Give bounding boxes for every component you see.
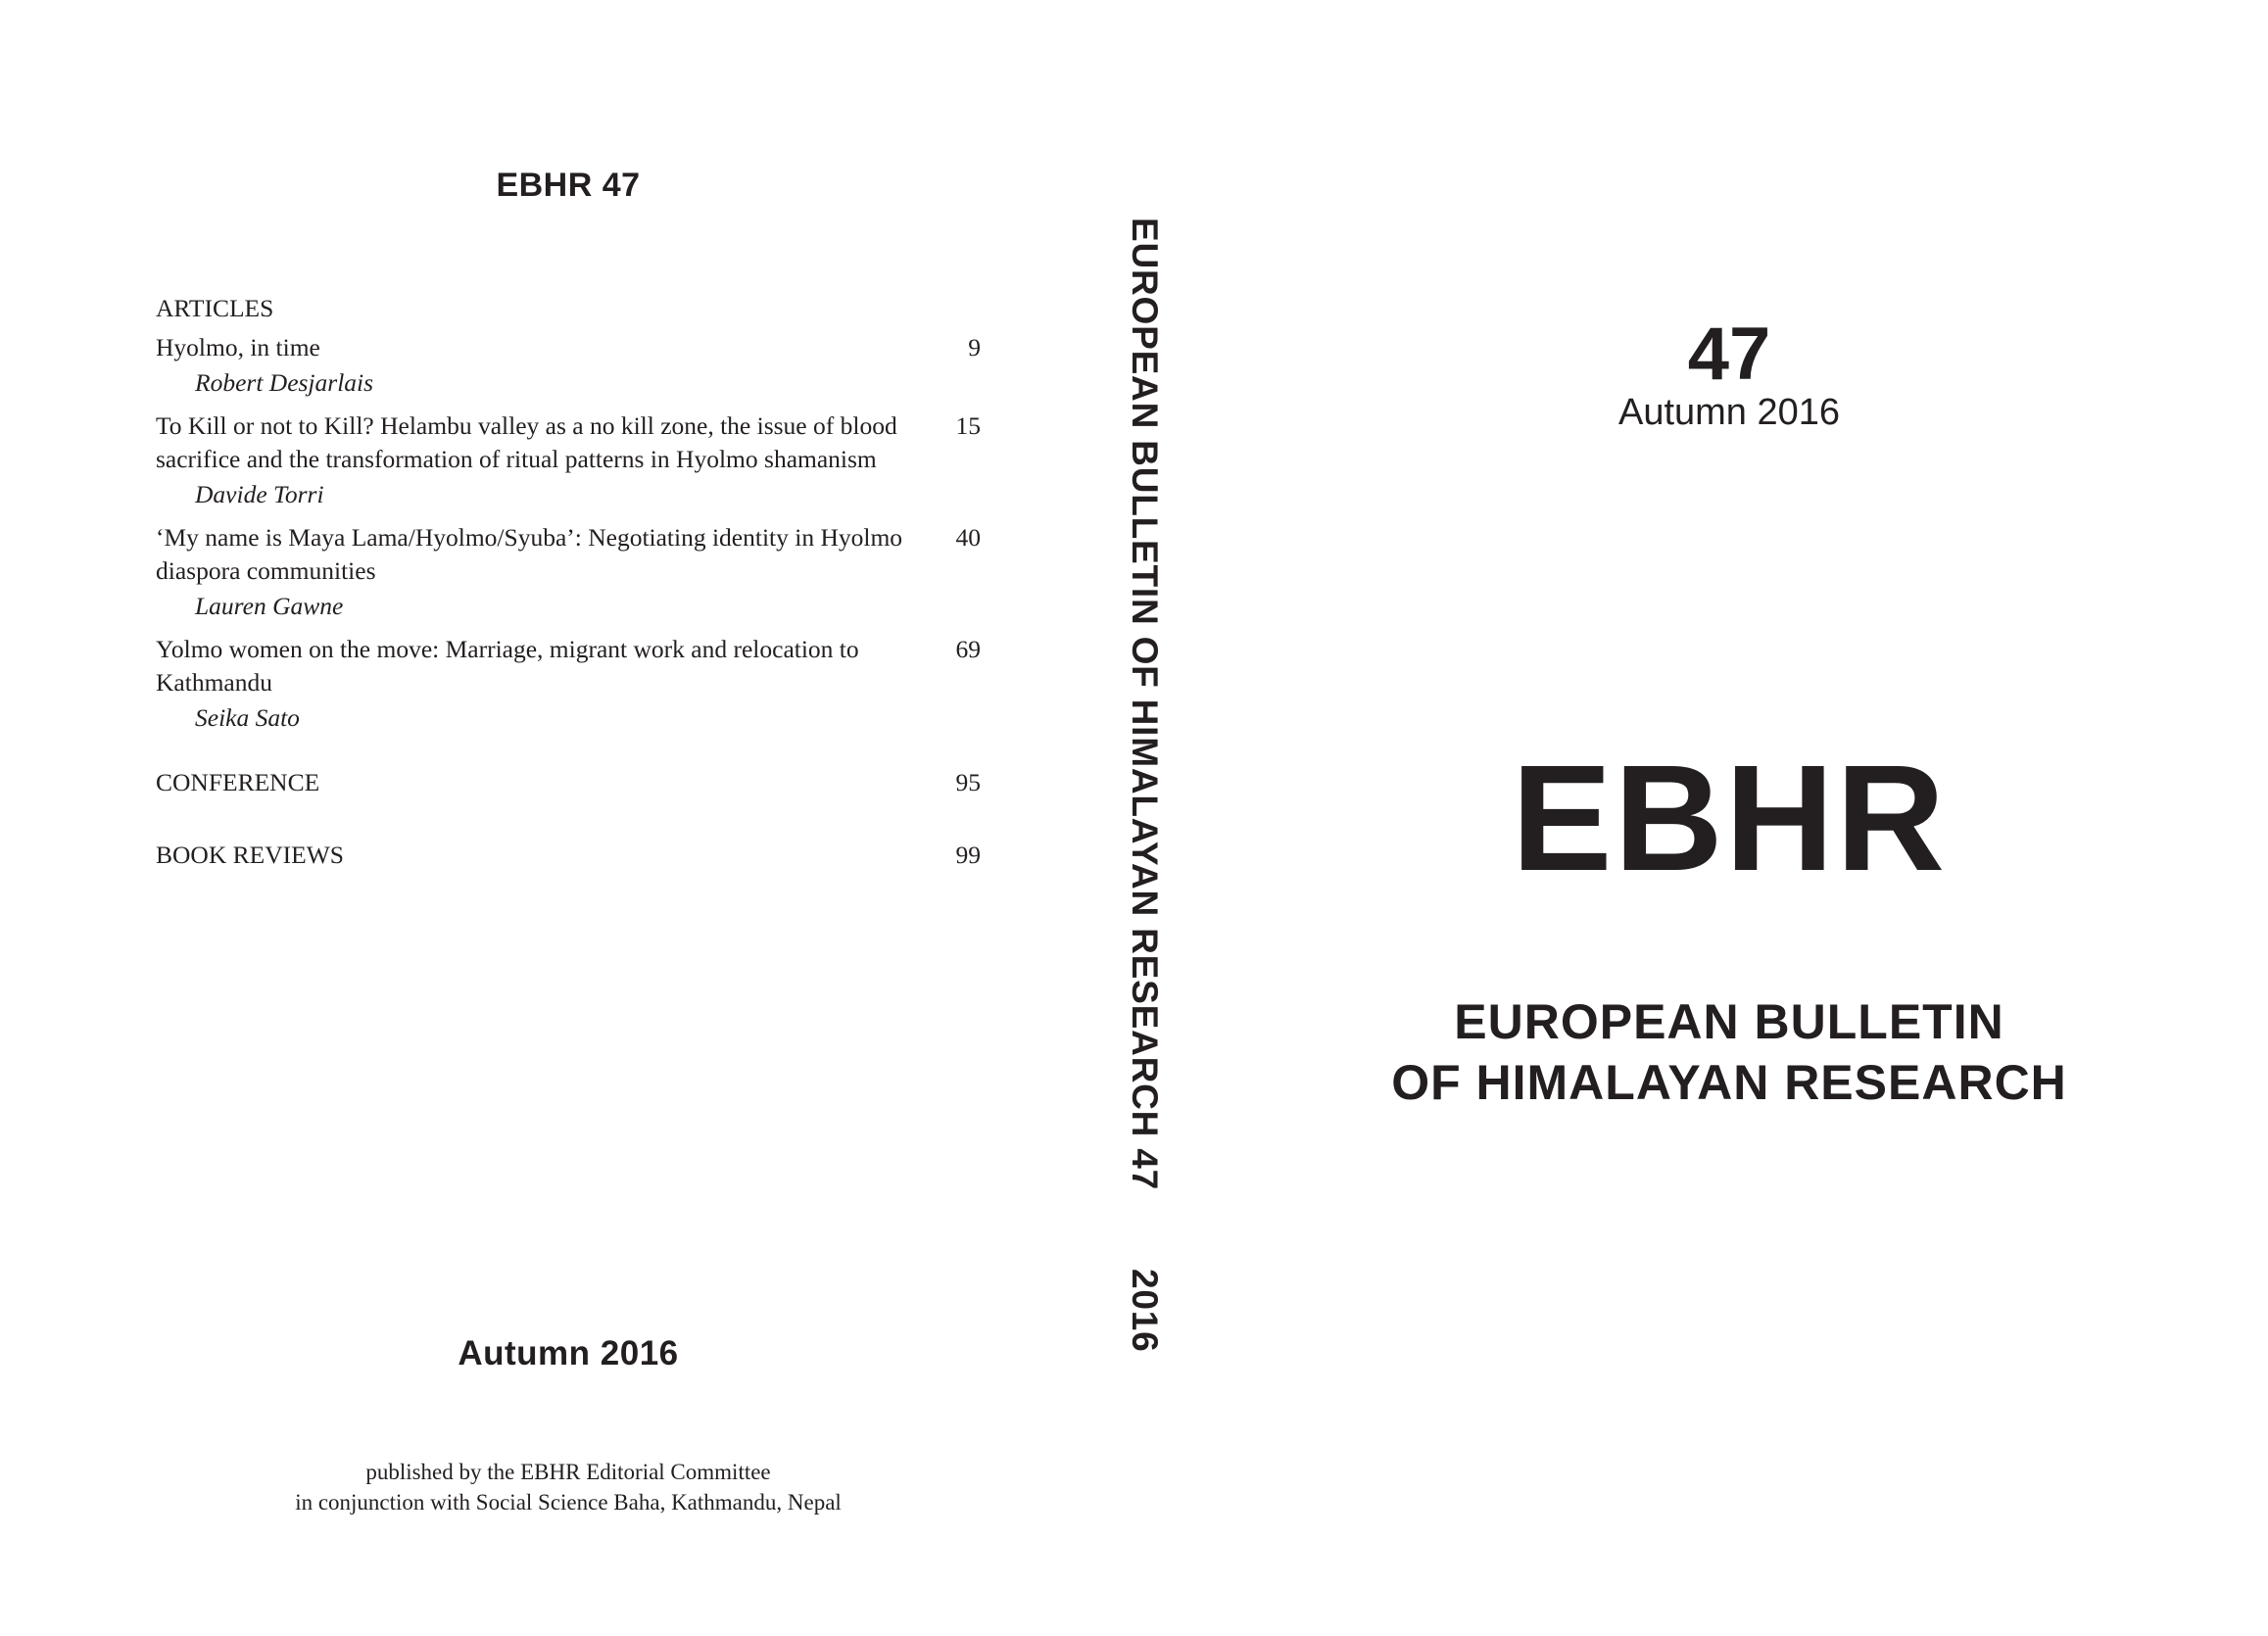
article-page-number: 15 (955, 411, 981, 440)
article-author: Seika Sato (195, 703, 300, 732)
toc-article-2 (156, 409, 981, 511)
back-cover-season: Autumn 2016 (458, 1334, 679, 1372)
journal-acronym: EBHR (1511, 734, 1948, 902)
article-title: ‘My name is Maya Lama/Hyolmo/Syuba’: Negotiating identity in Hyolmo diaspora communities (156, 523, 903, 585)
article-title: To Kill or not to Kill? Helambu valley as a no kill zone, the issue of blood sacrifice and the transformation of ritual patterns in Hyolmo shamanism (156, 411, 897, 473)
book-reviews-page-number: 99 (955, 841, 981, 869)
book-reviews-label: BOOK REVIEWS (156, 841, 344, 869)
publisher-statement (0, 1457, 1136, 1517)
toc-article-4 (156, 633, 981, 735)
article-page-number: 40 (955, 523, 981, 552)
journal-full-title (1293, 991, 2165, 1113)
toc-article-3 (156, 521, 981, 623)
toc-article-1 (156, 331, 981, 400)
spine-year: 2016 (1125, 1268, 1165, 1353)
article-page-number: 69 (955, 635, 981, 663)
spine (1111, 217, 1170, 1442)
spine-text (1124, 217, 1165, 1353)
back-cover-title: EBHR 47 (496, 167, 641, 204)
front-cover-season: Autumn 2016 (1617, 392, 1841, 433)
conference-label: CONFERENCE (156, 768, 320, 796)
toc-book-reviews (156, 839, 981, 872)
spine-title: EUROPEAN BULLETIN OF HIMALAYAN RESEARCH 47 (1125, 217, 1165, 1190)
publisher-line-1: published by the EBHR Editorial Committee (365, 1460, 771, 1484)
article-author: Robert Desjarlais (195, 368, 374, 397)
publisher-line-2: in conjunction with Social Science Baha, Kathmandu, Nepal (295, 1490, 842, 1515)
issue-number: 47 (1687, 313, 1771, 396)
table-of-contents (156, 292, 981, 872)
article-page-number: 9 (968, 333, 981, 361)
toc-conference (156, 766, 981, 799)
full-title-line-2: OF HIMALAYAN RESEARCH (1391, 1055, 2067, 1110)
full-title-line-1: EUROPEAN BULLETIN (1454, 994, 2004, 1049)
conference-page-number: 95 (955, 768, 981, 796)
articles-heading: ARTICLES (156, 294, 274, 322)
article-title: Yolmo women on the move: Marriage, migrant work and relocation to Kathmandu (156, 635, 859, 697)
article-title: Hyolmo, in time (156, 333, 320, 361)
article-author: Davide Torri (195, 480, 324, 508)
article-author: Lauren Gawne (195, 592, 344, 620)
